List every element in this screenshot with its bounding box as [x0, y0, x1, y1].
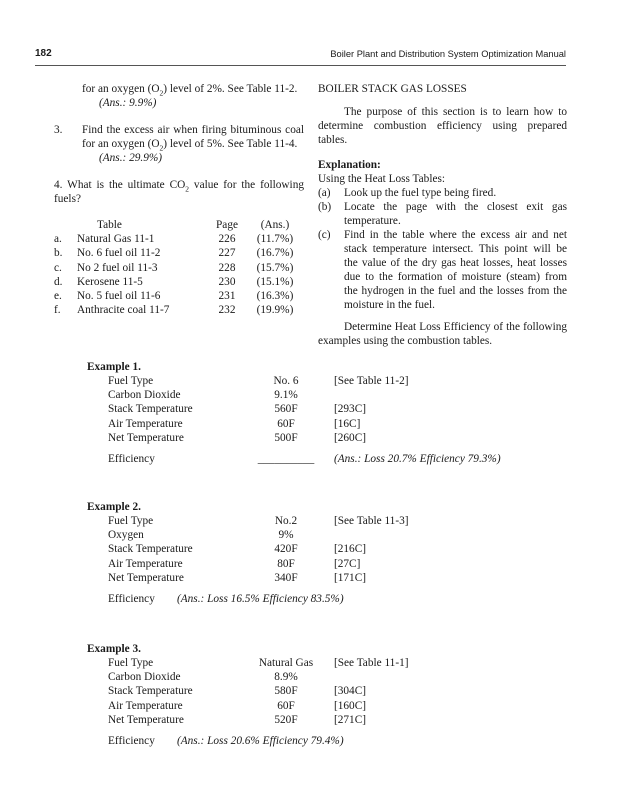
section-title: BOILER STACK GAS LOSSES — [318, 83, 467, 95]
step-text: Find in the table where the excess air and net stack temperature intersect. This point will be the value of the dry gas heat losses, heat losses due to the formation of moisture (steam) from the hydrogen in the fuel and the losses from the moisture in the fuel. — [344, 229, 567, 311]
example-row — [87, 388, 547, 402]
example-block — [87, 642, 547, 748]
example-title: Example 3. — [87, 643, 141, 655]
row-answer: (11.7%) — [256, 233, 294, 246]
example-value: 9% — [278, 529, 294, 542]
example-value: 80F — [277, 557, 295, 570]
step-text: Locate the page with the closest exit gas temperature. — [344, 201, 567, 227]
section-intro: The purpose of this section is to learn how to determine combustion efficiency using prepared tables. — [318, 106, 567, 146]
row-fuel: No 2 fuel oil 11-3 — [77, 261, 158, 274]
example-note: [293C] — [334, 403, 367, 416]
row-letter: f. — [54, 304, 61, 317]
row-fuel: Anthracite coal 11-7 — [77, 304, 170, 317]
example-label: Fuel Type — [108, 515, 154, 527]
row-fuel: No. 6 fuel oil 11-2 — [77, 247, 161, 260]
row-fuel: Kerosene 11-5 — [77, 275, 143, 288]
example-value: 9.1% — [274, 389, 298, 402]
example-label: Fuel Type — [108, 657, 154, 669]
efficiency-answer: (Ans.: Loss 16.5% Efficiency 83.5%) — [177, 592, 344, 605]
fuel-table-header — [54, 218, 303, 232]
step-text: Look up the fuel type being fired. — [344, 187, 497, 199]
row-fuel: No. 5 fuel oil 11-6 — [77, 290, 161, 303]
explanation-step — [318, 200, 567, 228]
running-title: Boiler Plant and Distribution System Optimization Manual — [330, 49, 566, 59]
efficiency-line — [87, 592, 547, 606]
row-letter: c. — [54, 261, 62, 274]
example-note: [304C] — [334, 685, 367, 698]
example-title: Example 1. — [87, 361, 141, 373]
example-value: 60F — [277, 699, 295, 712]
fuel-table — [54, 218, 303, 317]
example-note: [271C] — [334, 713, 367, 726]
example-row — [87, 656, 547, 670]
col-table: Table — [97, 219, 122, 232]
example-label: Air Temperature — [108, 557, 183, 570]
right-column — [318, 82, 567, 348]
example-row — [87, 699, 547, 713]
question-2-answer: (Ans.: 9.9%) — [99, 97, 157, 109]
example-note: [260C] — [334, 431, 367, 444]
example-note: [See Table 11-3] — [334, 515, 409, 527]
example-row — [87, 528, 547, 542]
table-row — [54, 246, 303, 260]
row-answer: (16.7%) — [256, 247, 294, 260]
example-row — [87, 417, 547, 431]
step-marker: (b) — [318, 201, 332, 213]
efficiency-line — [87, 452, 547, 466]
col-ans: (Ans.) — [260, 219, 290, 232]
example-label: Carbon Dioxide — [108, 389, 181, 402]
example-block — [87, 360, 547, 466]
question-2-continuation: for an oxygen $(O_2)$ level of 2%. See Table 11-2. — [82, 83, 298, 98]
table-row — [54, 303, 303, 317]
closing-instruction: Determine Heat Loss Efficiency of the following examples using the combustion tables. — [318, 321, 567, 347]
efficiency-answer: (Ans.: Loss 20.7% Efficiency 79.3%) — [334, 452, 501, 465]
row-answer: (15.1%) — [256, 275, 294, 288]
explanation-step — [318, 186, 567, 200]
example-note: [16C] — [334, 417, 361, 430]
example-value: No. 6 — [273, 375, 299, 387]
example-label: Air Temperature — [108, 417, 183, 430]
example-label: Air Temperature — [108, 699, 183, 712]
row-page: 228 — [218, 261, 236, 274]
row-page: 231 — [218, 290, 236, 303]
efficiency-answer: (Ans.: Loss 20.6% Efficiency 79.4%) — [177, 734, 344, 747]
header-rule — [35, 65, 566, 66]
row-fuel: Natural Gas 11-1 — [77, 233, 155, 246]
table-row — [54, 232, 303, 246]
example-value: 60F — [277, 417, 295, 430]
example-row — [87, 571, 547, 585]
example-label: Carbon Dioxide — [108, 671, 181, 684]
example-label: Fuel Type — [108, 375, 154, 387]
example-label: Net Temperature — [108, 571, 184, 584]
step-marker: (c) — [318, 229, 331, 241]
example-row — [87, 374, 547, 388]
example-label: Oxygen — [108, 529, 144, 542]
example-note: [216C] — [334, 543, 367, 556]
example-value: Natural Gas — [258, 657, 314, 669]
efficiency-line — [87, 734, 547, 748]
example-value: 8.9% — [274, 671, 298, 684]
row-letter: e. — [54, 290, 62, 303]
example-label: Net Temperature — [108, 713, 184, 726]
example-value: 560F — [274, 403, 298, 416]
example-note: [171C] — [334, 571, 367, 584]
explanation-heading: Explanation: — [318, 159, 381, 171]
row-page: 226 — [218, 233, 236, 246]
row-answer: (16.3%) — [256, 290, 294, 303]
example-note: [See Table 11-1] — [334, 657, 409, 669]
explanation-steps — [318, 186, 567, 312]
row-page: 227 — [218, 247, 236, 260]
example-row — [87, 684, 547, 698]
example-row — [87, 670, 547, 684]
question-3-answer: (Ans.: 29.9%) — [99, 152, 163, 164]
example-title: Example 2. — [87, 501, 141, 513]
efficiency-blank: __________ — [257, 452, 315, 465]
example-row — [87, 542, 547, 556]
page-header — [35, 47, 566, 63]
example-value: 500F — [274, 431, 298, 444]
example-value: 520F — [274, 713, 298, 726]
efficiency-label: Efficiency — [108, 452, 155, 465]
example-value: 420F — [274, 543, 298, 556]
efficiency-label: Efficiency — [108, 734, 155, 747]
page-number: 182 — [35, 48, 52, 59]
question-3: 3. Find the excess air when firing bituminous coal for an oxygen $(O_2)$ level of 5%. See Table 11-4. — [54, 124, 304, 153]
question-4: 4. What is the ultimate $CO_2$ value for the following fuels? — [54, 179, 304, 205]
row-page: 230 — [218, 275, 236, 288]
table-row — [54, 275, 303, 289]
example-row — [87, 514, 547, 528]
example-value: No.2 — [274, 515, 298, 527]
row-page: 232 — [218, 304, 236, 317]
example-note: [See Table 11-2] — [334, 375, 409, 387]
example-block — [87, 500, 547, 606]
example-label: Stack Temperature — [108, 685, 193, 698]
col-page: Page — [216, 219, 238, 232]
table-row — [54, 261, 303, 275]
example-value: 340F — [274, 571, 298, 584]
row-answer: (19.9%) — [256, 304, 294, 317]
table-row — [54, 289, 303, 303]
explanation-step — [318, 228, 567, 312]
example-row — [87, 431, 547, 445]
example-label: Net Temperature — [108, 431, 184, 444]
example-note: [160C] — [334, 699, 367, 712]
row-letter: a. — [54, 233, 62, 246]
example-row — [87, 713, 547, 727]
left-column — [54, 82, 304, 317]
explanation-lead: Using the Heat Loss Tables: — [318, 173, 446, 185]
example-row — [87, 402, 547, 416]
example-label: Stack Temperature — [108, 543, 193, 556]
example-value: 580F — [274, 685, 298, 698]
row-letter: d. — [54, 275, 63, 288]
example-row — [87, 557, 547, 571]
example-label: Stack Temperature — [108, 403, 193, 416]
efficiency-label: Efficiency — [108, 592, 155, 605]
example-note: [27C] — [334, 557, 361, 570]
step-marker: (a) — [318, 187, 331, 199]
row-answer: (15.7%) — [256, 261, 294, 274]
row-letter: b. — [54, 247, 63, 260]
